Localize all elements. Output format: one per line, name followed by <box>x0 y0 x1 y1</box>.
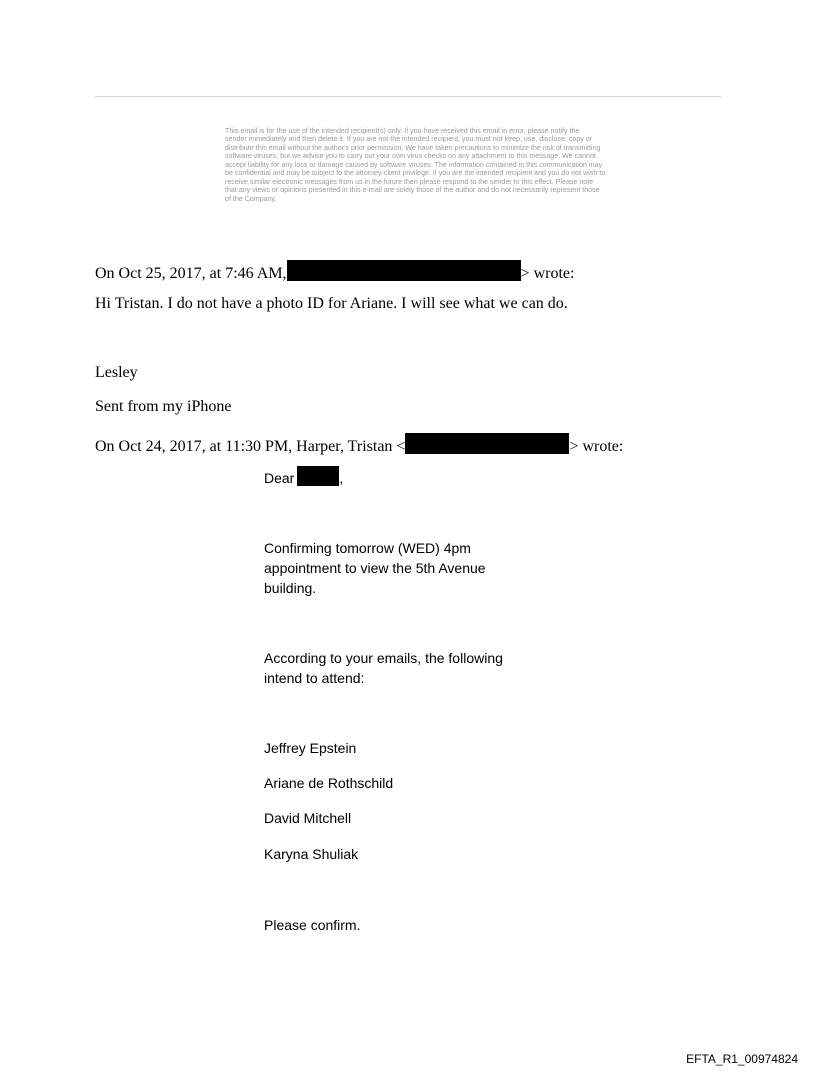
greeting-prefix: Dear <box>264 470 295 486</box>
reply-header <box>95 260 574 283</box>
original-header-prefix: On Oct 24, 2017, at 11:30 PM, Harper, Tristan < <box>95 438 406 455</box>
attendee-item: David Mitchell <box>264 810 352 826</box>
closing-line: Please confirm. <box>264 917 361 933</box>
email-disclaimer: This email is for the use of the intended recipient(s) only. If you have received this email in error, please notify the sender immediately and then delete it. If you are not the intended recipient, you must not keep, use, disclose, copy or distribute this email without the author's prior permission. We have taken precautions to minimize the risk of transmitting software viruses, but we advise you to carry out your own virus checks on any attachment to this message. We cannot accept liability for any loss or damage caused by software viruses. The information contained in this communication may be confidential and may be subject to the attorney-client privilege. If you are the intended recipient and you do not wish to receive similar electronic messages from us in the future then please respond to the sender to this effect. Please note that any views or opinions presented in this e-mail are solely those of the author and do not necessarily represent those of the Company. <box>225 127 606 203</box>
document-id: EFTA_R1_00974824 <box>686 1052 798 1066</box>
reply-body: Hi Tristan. I do not have a photo ID for Ariane. I will see what we can do. <box>95 295 568 312</box>
redaction-block <box>297 466 339 486</box>
greeting <box>264 466 343 488</box>
confirmation-paragraph: Confirming tomorrow (WED) 4pm appointment to view the 5th Avenue building. <box>264 540 486 596</box>
attendee-item: Jeffrey Epstein <box>264 740 357 756</box>
header-divider <box>95 96 721 97</box>
attendance-paragraph: According to your emails, the following intend to attend: <box>264 650 503 686</box>
attendee-item: Karyna Shuliak <box>264 846 359 862</box>
sent-from-line: Sent from my iPhone <box>95 398 232 415</box>
reply-header-suffix: > wrote: <box>520 265 575 282</box>
reply-signature: Lesley <box>95 364 138 381</box>
greeting-suffix: , <box>339 470 344 486</box>
redaction-block <box>287 260 521 281</box>
original-header-suffix: > wrote: <box>569 438 624 455</box>
reply-header-prefix: On Oct 25, 2017, at 7:46 AM, <box>95 265 287 282</box>
original-header <box>95 433 623 456</box>
attendee-item: Ariane de Rothschild <box>264 775 394 791</box>
redaction-block <box>405 433 569 454</box>
